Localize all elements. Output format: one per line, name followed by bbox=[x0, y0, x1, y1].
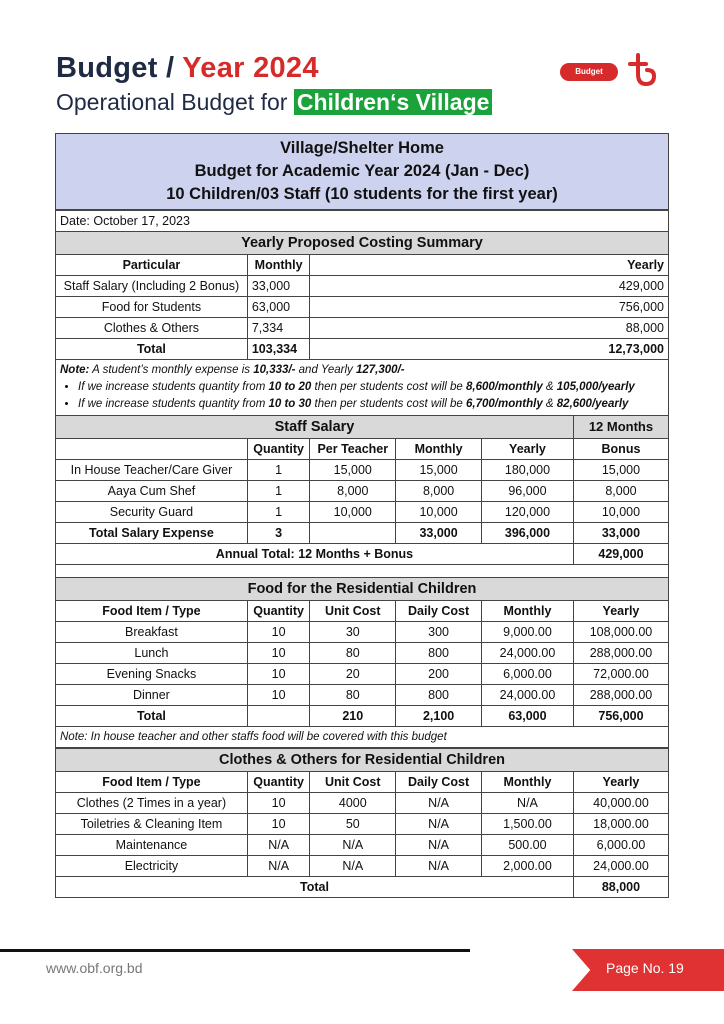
table-row bbox=[56, 856, 669, 877]
cell: 108,000.00 bbox=[573, 622, 668, 643]
cell: 15,000 bbox=[310, 460, 396, 481]
cell: 15,000 bbox=[573, 460, 668, 481]
cell: N/A bbox=[247, 856, 310, 877]
table-row bbox=[56, 460, 669, 481]
cell: 500.00 bbox=[482, 835, 574, 856]
note-value: 6,700/monthly bbox=[466, 398, 543, 410]
subtitle-highlight: Children‘s Village bbox=[294, 89, 493, 115]
col-header: Food Item / Type bbox=[56, 601, 248, 622]
col-header: Monthly bbox=[482, 772, 574, 793]
cell: 10 bbox=[247, 685, 310, 706]
cell: Electricity bbox=[56, 856, 248, 877]
clothes-table bbox=[55, 748, 669, 898]
footer-divider bbox=[0, 949, 470, 952]
clothes-title: Clothes & Others for Residential Children bbox=[56, 749, 669, 772]
annual-total-label: Annual Total: 12 Months + Bonus bbox=[56, 544, 574, 565]
annual-total-value: 429,000 bbox=[573, 544, 668, 565]
cell: 800 bbox=[396, 685, 482, 706]
note-text: & bbox=[542, 381, 557, 393]
cell: 10 bbox=[247, 622, 310, 643]
cell: 300 bbox=[396, 622, 482, 643]
cell: Clothes & Others bbox=[56, 318, 248, 339]
note-text: then per students cost will be bbox=[311, 398, 467, 410]
cell: 2,000.00 bbox=[482, 856, 574, 877]
note-value: 10 to 20 bbox=[268, 381, 312, 393]
title-year: Year 2024 bbox=[182, 52, 319, 84]
cell: 63,000 bbox=[482, 706, 574, 727]
cell: 18,000.00 bbox=[573, 814, 668, 835]
cell: Staff Salary (Including 2 Bonus) bbox=[56, 276, 248, 297]
cell: 88,000 bbox=[573, 877, 668, 898]
heading-line-2: Budget for Academic Year 2024 (Jan - Dec) bbox=[194, 162, 530, 180]
salary-table bbox=[55, 415, 669, 577]
note-value: 10 to 30 bbox=[268, 398, 312, 410]
note-bullet bbox=[78, 396, 664, 413]
table-row bbox=[56, 685, 669, 706]
note-text: If we increase students quantity from bbox=[78, 398, 269, 410]
col-header: Quantity bbox=[247, 772, 310, 793]
cell: 1 bbox=[247, 481, 310, 502]
cell: 10 bbox=[247, 814, 310, 835]
cell: N/A bbox=[482, 793, 574, 814]
cell: 3 bbox=[247, 523, 310, 544]
note-text: and Yearly bbox=[295, 364, 356, 376]
cell: 24,000.00 bbox=[482, 685, 574, 706]
cell: 210 bbox=[310, 706, 396, 727]
page-header bbox=[56, 52, 668, 116]
cell: 30 bbox=[310, 622, 396, 643]
cell: 10 bbox=[247, 793, 310, 814]
table-row bbox=[56, 664, 669, 685]
title-budget: Budget / bbox=[56, 52, 183, 84]
cell: 63,000 bbox=[247, 297, 310, 318]
cell: 10,000 bbox=[573, 502, 668, 523]
note-text: A student’s monthly expense is bbox=[89, 364, 254, 376]
total-row bbox=[56, 339, 669, 360]
page-subtitle bbox=[56, 89, 668, 116]
col-header bbox=[56, 439, 248, 460]
heading-line-1: Village/Shelter Home bbox=[280, 139, 444, 157]
cell: Clothes (2 Times in a year) bbox=[56, 793, 248, 814]
cell: 288,000.00 bbox=[573, 643, 668, 664]
cell: Lunch bbox=[56, 643, 248, 664]
footer-url[interactable]: www.obf.org.bd bbox=[46, 960, 143, 976]
food-title: Food for the Residential Children bbox=[56, 578, 669, 601]
table-row bbox=[56, 814, 669, 835]
col-header: Food Item / Type bbox=[56, 772, 248, 793]
col-header: Quantity bbox=[247, 439, 310, 460]
cell: Maintenance bbox=[56, 835, 248, 856]
cell: 33,000 bbox=[573, 523, 668, 544]
cell: 12,73,000 bbox=[310, 339, 669, 360]
cell: 9,000.00 bbox=[482, 622, 574, 643]
cell: 80 bbox=[310, 685, 396, 706]
col-header: Particular bbox=[56, 255, 248, 276]
cell: 24,000.00 bbox=[573, 856, 668, 877]
note-text: If we increase students quantity from bbox=[78, 381, 269, 393]
cell: 10 bbox=[247, 643, 310, 664]
col-header: Monthly bbox=[482, 601, 574, 622]
cell: Breakfast bbox=[56, 622, 248, 643]
cell: 180,000 bbox=[482, 460, 574, 481]
cell: 8,000 bbox=[573, 481, 668, 502]
cell: Total Salary Expense bbox=[56, 523, 248, 544]
col-header: Yearly bbox=[310, 255, 669, 276]
total-row bbox=[56, 523, 669, 544]
cell: 96,000 bbox=[482, 481, 574, 502]
budget-badge: Budget bbox=[560, 63, 618, 81]
cell: N/A bbox=[396, 814, 482, 835]
note-bullet bbox=[78, 379, 664, 396]
note-value: 127,300/- bbox=[355, 364, 405, 376]
cell: 1 bbox=[247, 460, 310, 481]
note-value: 105,000/yearly bbox=[556, 381, 635, 393]
cell: N/A bbox=[396, 835, 482, 856]
spacer bbox=[56, 565, 669, 578]
cell: 10,000 bbox=[396, 502, 482, 523]
table-row bbox=[56, 502, 669, 523]
cell: 288,000.00 bbox=[573, 685, 668, 706]
cell: 6,000.00 bbox=[573, 835, 668, 856]
cell: N/A bbox=[396, 856, 482, 877]
food-table bbox=[55, 577, 669, 748]
cell: 396,000 bbox=[482, 523, 574, 544]
cell: Total bbox=[56, 706, 248, 727]
table-row bbox=[56, 643, 669, 664]
table-row bbox=[56, 793, 669, 814]
page-number: Page No. 19 bbox=[606, 960, 684, 976]
cell: Total bbox=[56, 339, 248, 360]
col-header: Unit Cost bbox=[310, 772, 396, 793]
summary-table bbox=[55, 210, 669, 360]
total-row bbox=[56, 706, 669, 727]
cell: 756,000 bbox=[573, 706, 668, 727]
sheet-heading bbox=[55, 133, 669, 210]
col-header: Quantity bbox=[247, 601, 310, 622]
note-value: 82,600/yearly bbox=[556, 398, 629, 410]
note-text: then per students cost will be bbox=[311, 381, 467, 393]
total-row bbox=[56, 877, 669, 898]
table-row bbox=[56, 297, 669, 318]
table-row bbox=[56, 481, 669, 502]
cell: 8,000 bbox=[310, 481, 396, 502]
col-header: Monthly bbox=[396, 439, 482, 460]
summary-note bbox=[55, 360, 669, 415]
summary-title: Yearly Proposed Costing Summary bbox=[56, 232, 669, 255]
cell: 88,000 bbox=[310, 318, 669, 339]
cell: 800 bbox=[396, 643, 482, 664]
cell: 40,000.00 bbox=[573, 793, 668, 814]
cell: 756,000 bbox=[310, 297, 669, 318]
table-row bbox=[56, 276, 669, 297]
date-line: Date: October 17, 2023 bbox=[56, 211, 669, 232]
salary-months: 12 Months bbox=[573, 416, 668, 439]
cell: 72,000.00 bbox=[573, 664, 668, 685]
cell: Evening Snacks bbox=[56, 664, 248, 685]
cell: 8,000 bbox=[396, 481, 482, 502]
subtitle-text: Operational Budget for bbox=[56, 89, 294, 115]
note-label: Note: bbox=[60, 364, 90, 376]
col-header: Yearly bbox=[573, 772, 668, 793]
cell: 103,334 bbox=[247, 339, 310, 360]
cell: 50 bbox=[310, 814, 396, 835]
cell: 429,000 bbox=[310, 276, 669, 297]
col-header: Yearly bbox=[482, 439, 574, 460]
cell: 7,334 bbox=[247, 318, 310, 339]
cell: 10 bbox=[247, 664, 310, 685]
heading-line-3: 10 Children/03 Staff (10 students for the first year) bbox=[166, 185, 558, 203]
cell: 10,000 bbox=[310, 502, 396, 523]
cell: 6,000.00 bbox=[482, 664, 574, 685]
cell: 24,000.00 bbox=[482, 643, 574, 664]
brand-logo-icon bbox=[624, 52, 658, 88]
cell: 33,000 bbox=[247, 276, 310, 297]
col-header: Unit Cost bbox=[310, 601, 396, 622]
cell: N/A bbox=[310, 835, 396, 856]
cell bbox=[247, 706, 310, 727]
cell: In House Teacher/Care Giver bbox=[56, 460, 248, 481]
col-header: Monthly bbox=[247, 255, 310, 276]
cell: 15,000 bbox=[396, 460, 482, 481]
cell: N/A bbox=[247, 835, 310, 856]
note-value: 10,333/- bbox=[253, 364, 296, 376]
note-text: & bbox=[542, 398, 557, 410]
cell: N/A bbox=[310, 856, 396, 877]
cell: 200 bbox=[396, 664, 482, 685]
cell: Total bbox=[56, 877, 574, 898]
cell: 120,000 bbox=[482, 502, 574, 523]
col-header: Daily Cost bbox=[396, 772, 482, 793]
cell: 20 bbox=[310, 664, 396, 685]
annual-total-row bbox=[56, 544, 669, 565]
cell: 1,500.00 bbox=[482, 814, 574, 835]
cell: Security Guard bbox=[56, 502, 248, 523]
col-header: Per Teacher bbox=[310, 439, 396, 460]
col-header: Daily Cost bbox=[396, 601, 482, 622]
salary-title: Staff Salary bbox=[56, 416, 574, 439]
cell: Food for Students bbox=[56, 297, 248, 318]
cell: Aaya Cum Shef bbox=[56, 481, 248, 502]
cell: Dinner bbox=[56, 685, 248, 706]
cell: 2,100 bbox=[396, 706, 482, 727]
food-note: Note: In house teacher and other staffs food will be covered with this budget bbox=[56, 727, 669, 748]
cell: 4000 bbox=[310, 793, 396, 814]
cell: 80 bbox=[310, 643, 396, 664]
col-header: Bonus bbox=[573, 439, 668, 460]
table-row bbox=[56, 835, 669, 856]
cell: N/A bbox=[396, 793, 482, 814]
cell bbox=[310, 523, 396, 544]
note-value: 8,600/monthly bbox=[466, 381, 543, 393]
cell: 1 bbox=[247, 502, 310, 523]
cell: Toiletries & Cleaning Item bbox=[56, 814, 248, 835]
cell: 33,000 bbox=[396, 523, 482, 544]
table-row bbox=[56, 318, 669, 339]
col-header: Yearly bbox=[573, 601, 668, 622]
budget-sheet bbox=[55, 133, 669, 898]
table-row bbox=[56, 622, 669, 643]
